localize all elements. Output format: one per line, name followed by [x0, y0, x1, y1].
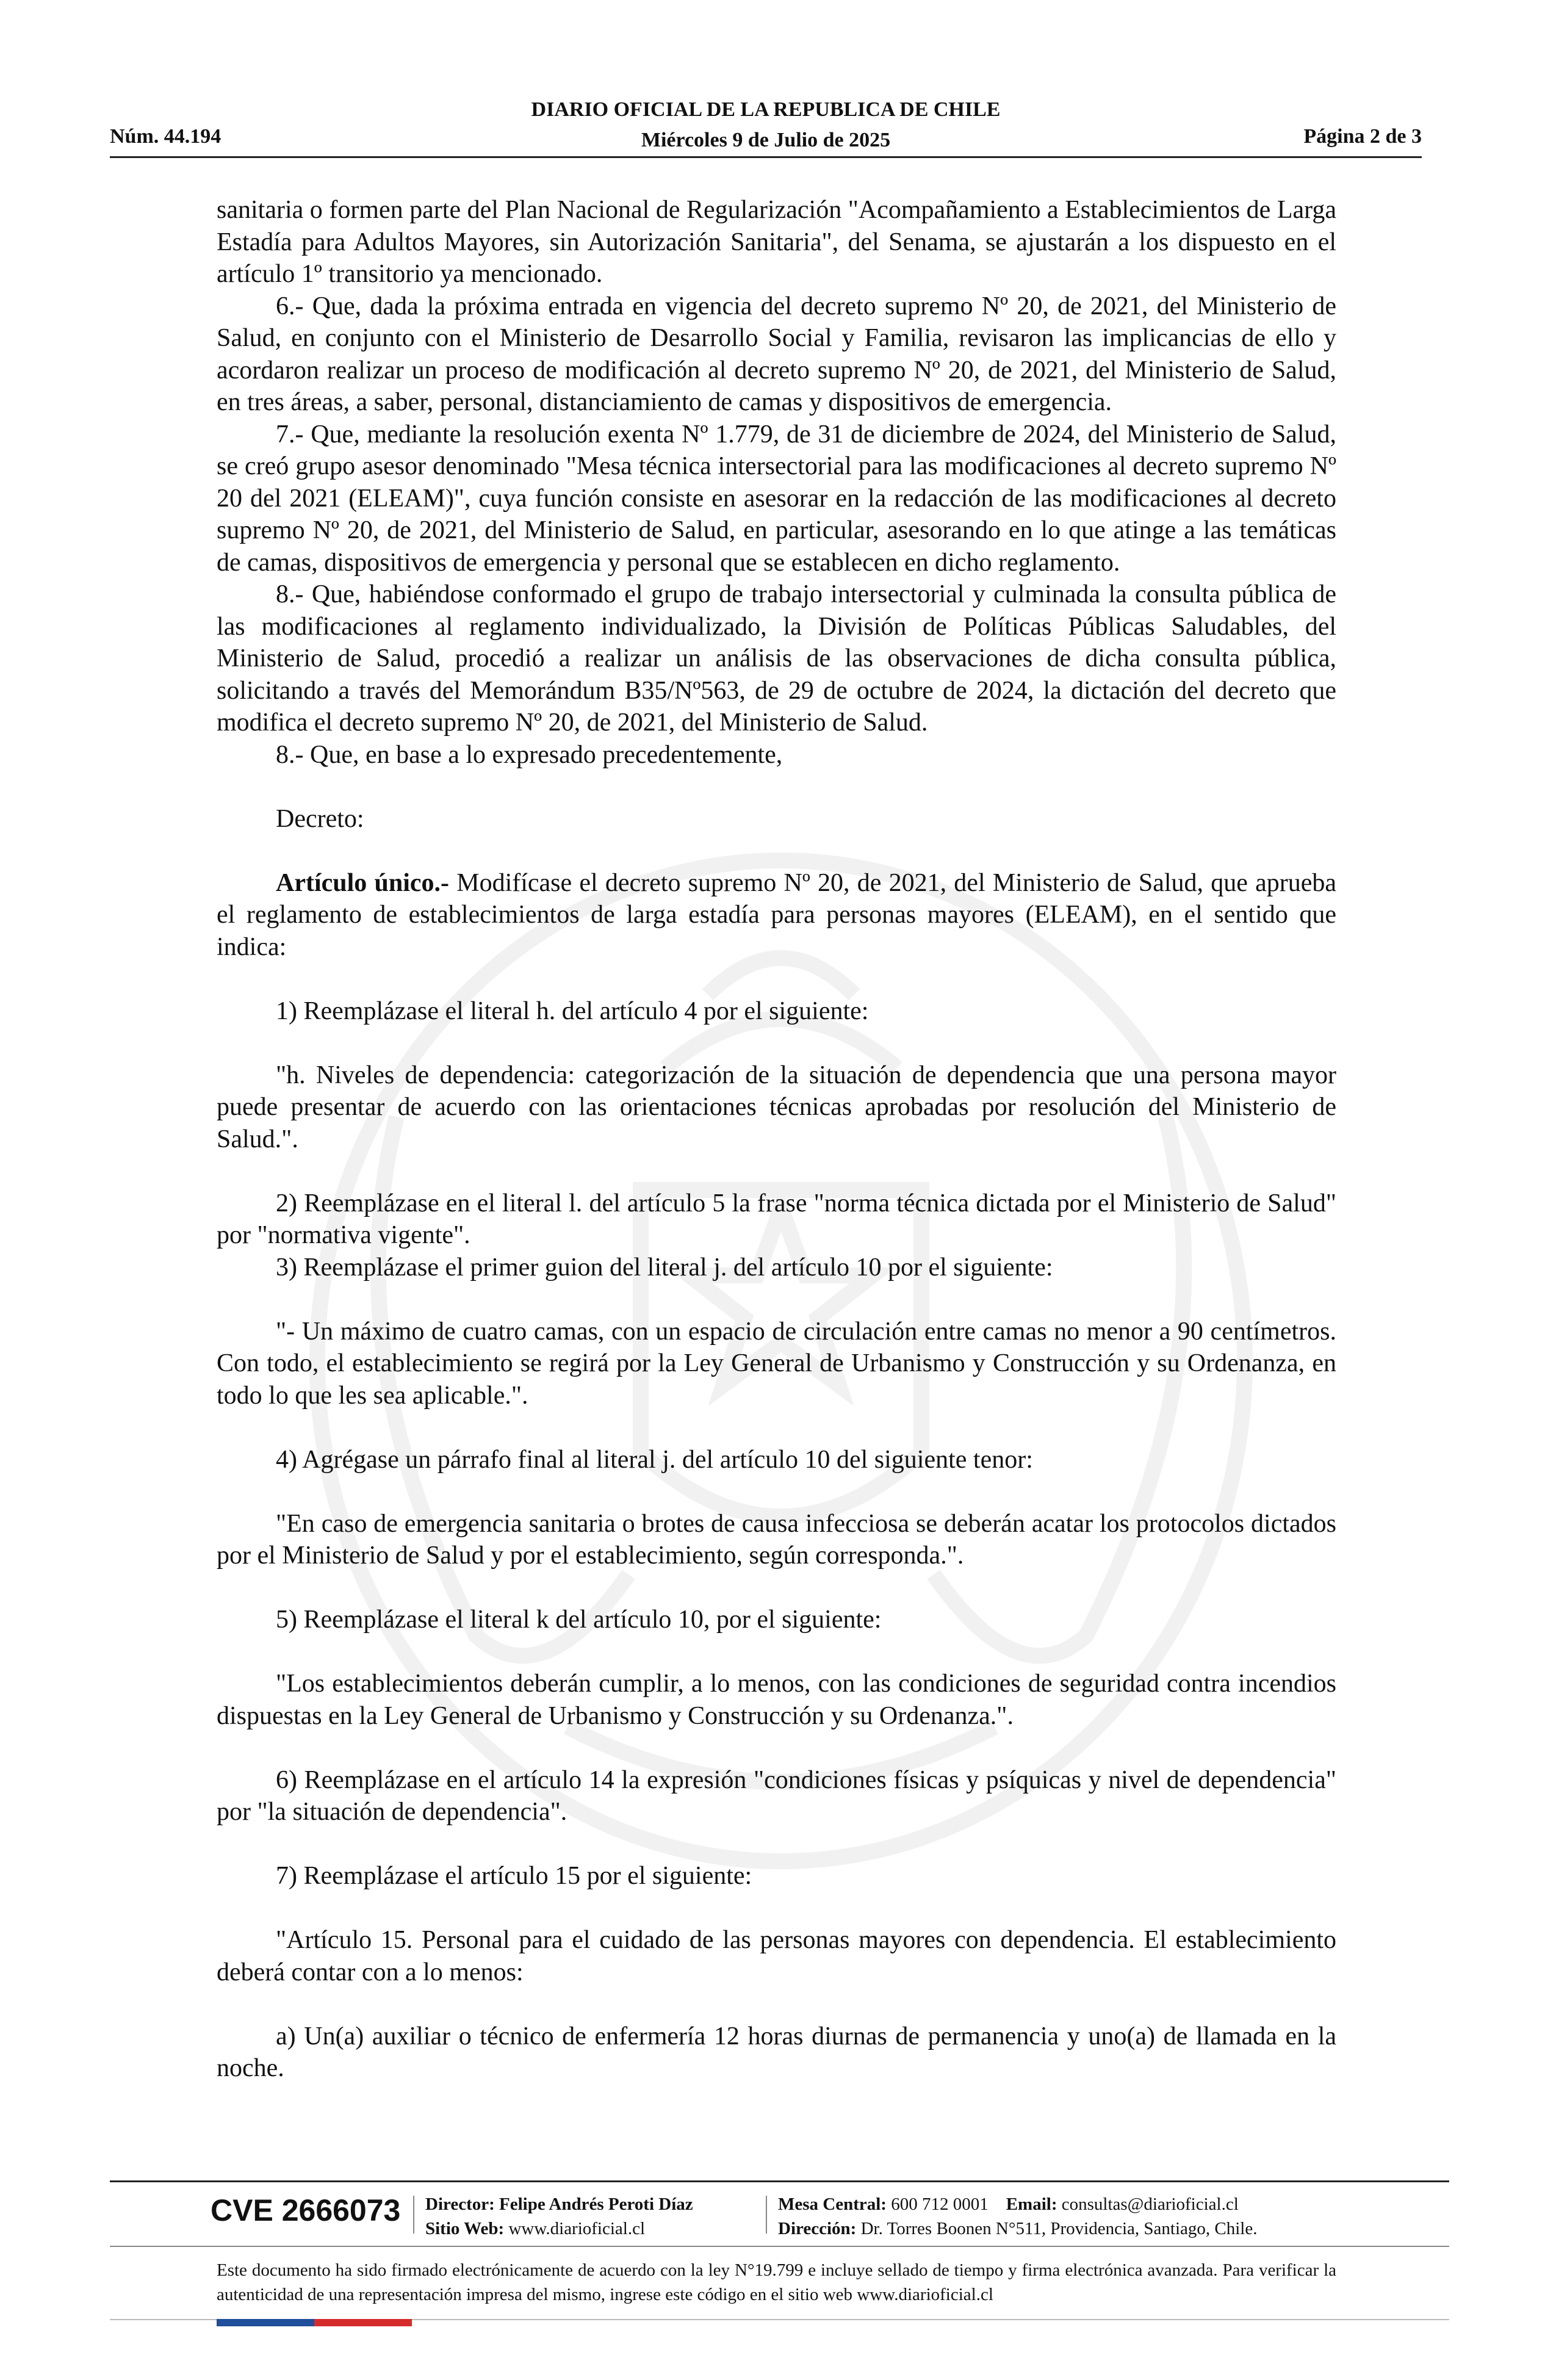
footer-separator [413, 2196, 414, 2234]
paragraph: "h. Niveles de dependencia: categorización de la situación de dependencia que una persona mayor puede presentar de acuerdo con las orientaciones técnicas aprobadas por resolución del Ministerio de Salud.". [217, 1061, 1336, 1153]
paragraph: 8.- Que, en base a lo expresado precedentemente, [276, 740, 783, 769]
legal-notice: Este documento ha sido firmado electrónicamente de acuerdo con la ley N°19.799 e incluye sellado de tiempo y firma electrónica avanzada. Para verificar la autenticidad de una representación impresa del mismo, ingrese este código en el sitio web www.diarioficial.cl [217, 2260, 1336, 2304]
paragraph: 1) Reemplázase el literal h. del artículo 4 por el siguiente: [276, 997, 869, 1025]
issue-number: Núm. 44.194 [110, 125, 222, 148]
paragraph: "En caso de emergencia sanitaria o brotes de causa infecciosa se deberán acatar los protocolos dictados por el Ministerio de Salud y por el establecimiento, según corresponda.". [217, 1509, 1336, 1570]
paragraph: a) Un(a) auxiliar o técnico de enfermería 12 horas diurnas de permanencia y uno(a) de llamada en la noche. [217, 2022, 1336, 2082]
page-header [110, 95, 1422, 162]
paragraph: 6) Reemplázase en el artículo 14 la expresión "condiciones físicas y psíquicas y nivel de dependencia" por "la situación de dependencia". [217, 1765, 1336, 1826]
header-divider [110, 156, 1422, 158]
article-text: Modifícase el decreto supremo Nº 20, de 2021, del Ministerio de Salud, que aprueba el reglamento de establecimientos de larga estadía para personas mayores (ELEAM), en el sentido que indica: [217, 868, 1336, 961]
website-link[interactable]: www.diarioficial.cl [508, 2219, 646, 2238]
page-indicator: Página 2 de 3 [1303, 125, 1422, 148]
flag-red-segment [314, 2319, 412, 2326]
document-body [217, 194, 1336, 2085]
director-name: Felipe Andrés Peroti Díaz [499, 2194, 693, 2214]
address: Dr. Torres Boonen N°511, Providencia, Santiago, Chile. [860, 2219, 1258, 2238]
publication-date: Miércoles 9 de Julio de 2025 [641, 129, 891, 151]
phone-number: 600 712 0001 [891, 2194, 989, 2214]
paragraph: "- Un máximo de cuatro camas, con un espacio de circulación entre camas no menor a 90 centímetros. Con todo, el establecimiento se regirá por la Ley General de Urbanismo y Construcción y su Ordenanza, en todo lo que les sea aplicable.". [217, 1317, 1336, 1410]
paragraph: 4) Agrégase un párrafo final al literal j. del artículo 10 del siguiente tenor: [276, 1445, 1033, 1474]
article-paragraph [217, 867, 1336, 964]
paragraph: 2) Reemplázase en el literal l. del artículo 5 la frase "norma técnica dictada por el Ministerio de Salud" por "normativa vigente". [217, 1189, 1336, 1249]
footer-divider [110, 2180, 1449, 2182]
paragraph: 7) Reemplázase el artículo 15 por el siguiente: [276, 1862, 752, 1890]
masthead [110, 95, 1422, 156]
paragraph: 8.- Que, habiéndose conformado el grupo de trabajo intersectorial y culminada la consulta pública de las modificaciones al reglamento individualizado, la División de Políticas Públicas Saludables, del Ministerio de Salud, procedió a realizar un análisis de las observaciones de dicha consulta pública, solicitando a través del Memorándum B35/Nº563, de 29 de octubre de 2024, la dictación del decreto que modifica el decreto supremo Nº 20, de 2021, del Ministerio de Salud. [217, 580, 1336, 737]
decree-heading: Decreto: [276, 804, 364, 833]
footer-divider [110, 2246, 1449, 2247]
cve-code: CVE 2666073 [211, 2193, 401, 2227]
footer-contact-info: Mesa Central: 600 712 0001 Email: consultas@diarioficial.cl Dirección: Dr. Torres Boonen N°511, Providencia, Santiago, Chile. [778, 2194, 1258, 2238]
paragraph: 7.- Que, mediante la resolución exenta Nº 1.779, de 31 de diciembre de 2024, del Ministerio de Salud, se creó grupo asesor denominado "Mesa técnica intersectorial para las modificaciones al decreto supremo Nº 20 del 2021 (ELEAM)", cuya función consiste en asesorar en la redacción de las modificaciones al decreto supremo Nº 20, de 2021, del Ministerio de Salud, en particular, asesorando en lo que atinge a las temáticas de camas, dispositivos de emergencia y personal que se establecen en dicho reglamento. [217, 420, 1336, 577]
paragraph: sanitaria o formen parte del Plan Nacional de Regularización "Acompañamiento a Establecimientos de Larga Estadía para Adultos Mayores, sin Autorización Sanitaria", del Senama, se ajustarán a los dispuesto en el artículo 1º transitorio ya mencionado. [217, 196, 1336, 288]
footer-separator [766, 2196, 767, 2234]
paragraph: 5) Reemplázase el literal k del artículo 10, por el siguiente: [276, 1606, 882, 1634]
email-link[interactable]: consultas@diarioficial.cl [1061, 2194, 1239, 2214]
paragraph: 6.- Que, dada la próxima entrada en vigencia del decreto supremo Nº 20, de 2021, del Ministerio de Salud, en conjunto con el Ministerio de Desarrollo Social y Familia, revisaron las implicancias de ello y acordaron realizar un proceso de modificación al decreto supremo Nº 20, de 2021, del Ministerio de Salud, en tres áreas, a saber, personal, distanciamiento de camas y dispositivos de emergencia. [217, 292, 1336, 416]
flag-bar [217, 2319, 412, 2326]
flag-blue-segment [217, 2319, 314, 2326]
paragraph: "Artículo 15. Personal para el cuidado de las personas mayores con dependencia. El establecimiento deberá contar con a lo menos: [217, 1926, 1336, 1986]
article-title: Artículo único.- [276, 868, 450, 897]
publication-title: DIARIO OFICIAL DE LA REPUBLICA DE CHILE [531, 98, 1001, 121]
paragraph: "Los establecimientos deberán cumplir, a lo menos, con las condiciones de seguridad contra incendios dispuestas en la Ley General de Urbanismo y Construcción y su Ordenanza.". [217, 1670, 1336, 1730]
footer-director-info: Director: Felipe Andrés Peroti Díaz Sitio Web: www.diarioficial.cl [425, 2194, 693, 2238]
paragraph: 3) Reemplázase el primer guion del literal j. del artículo 10 por el siguiente: [276, 1253, 1053, 1282]
